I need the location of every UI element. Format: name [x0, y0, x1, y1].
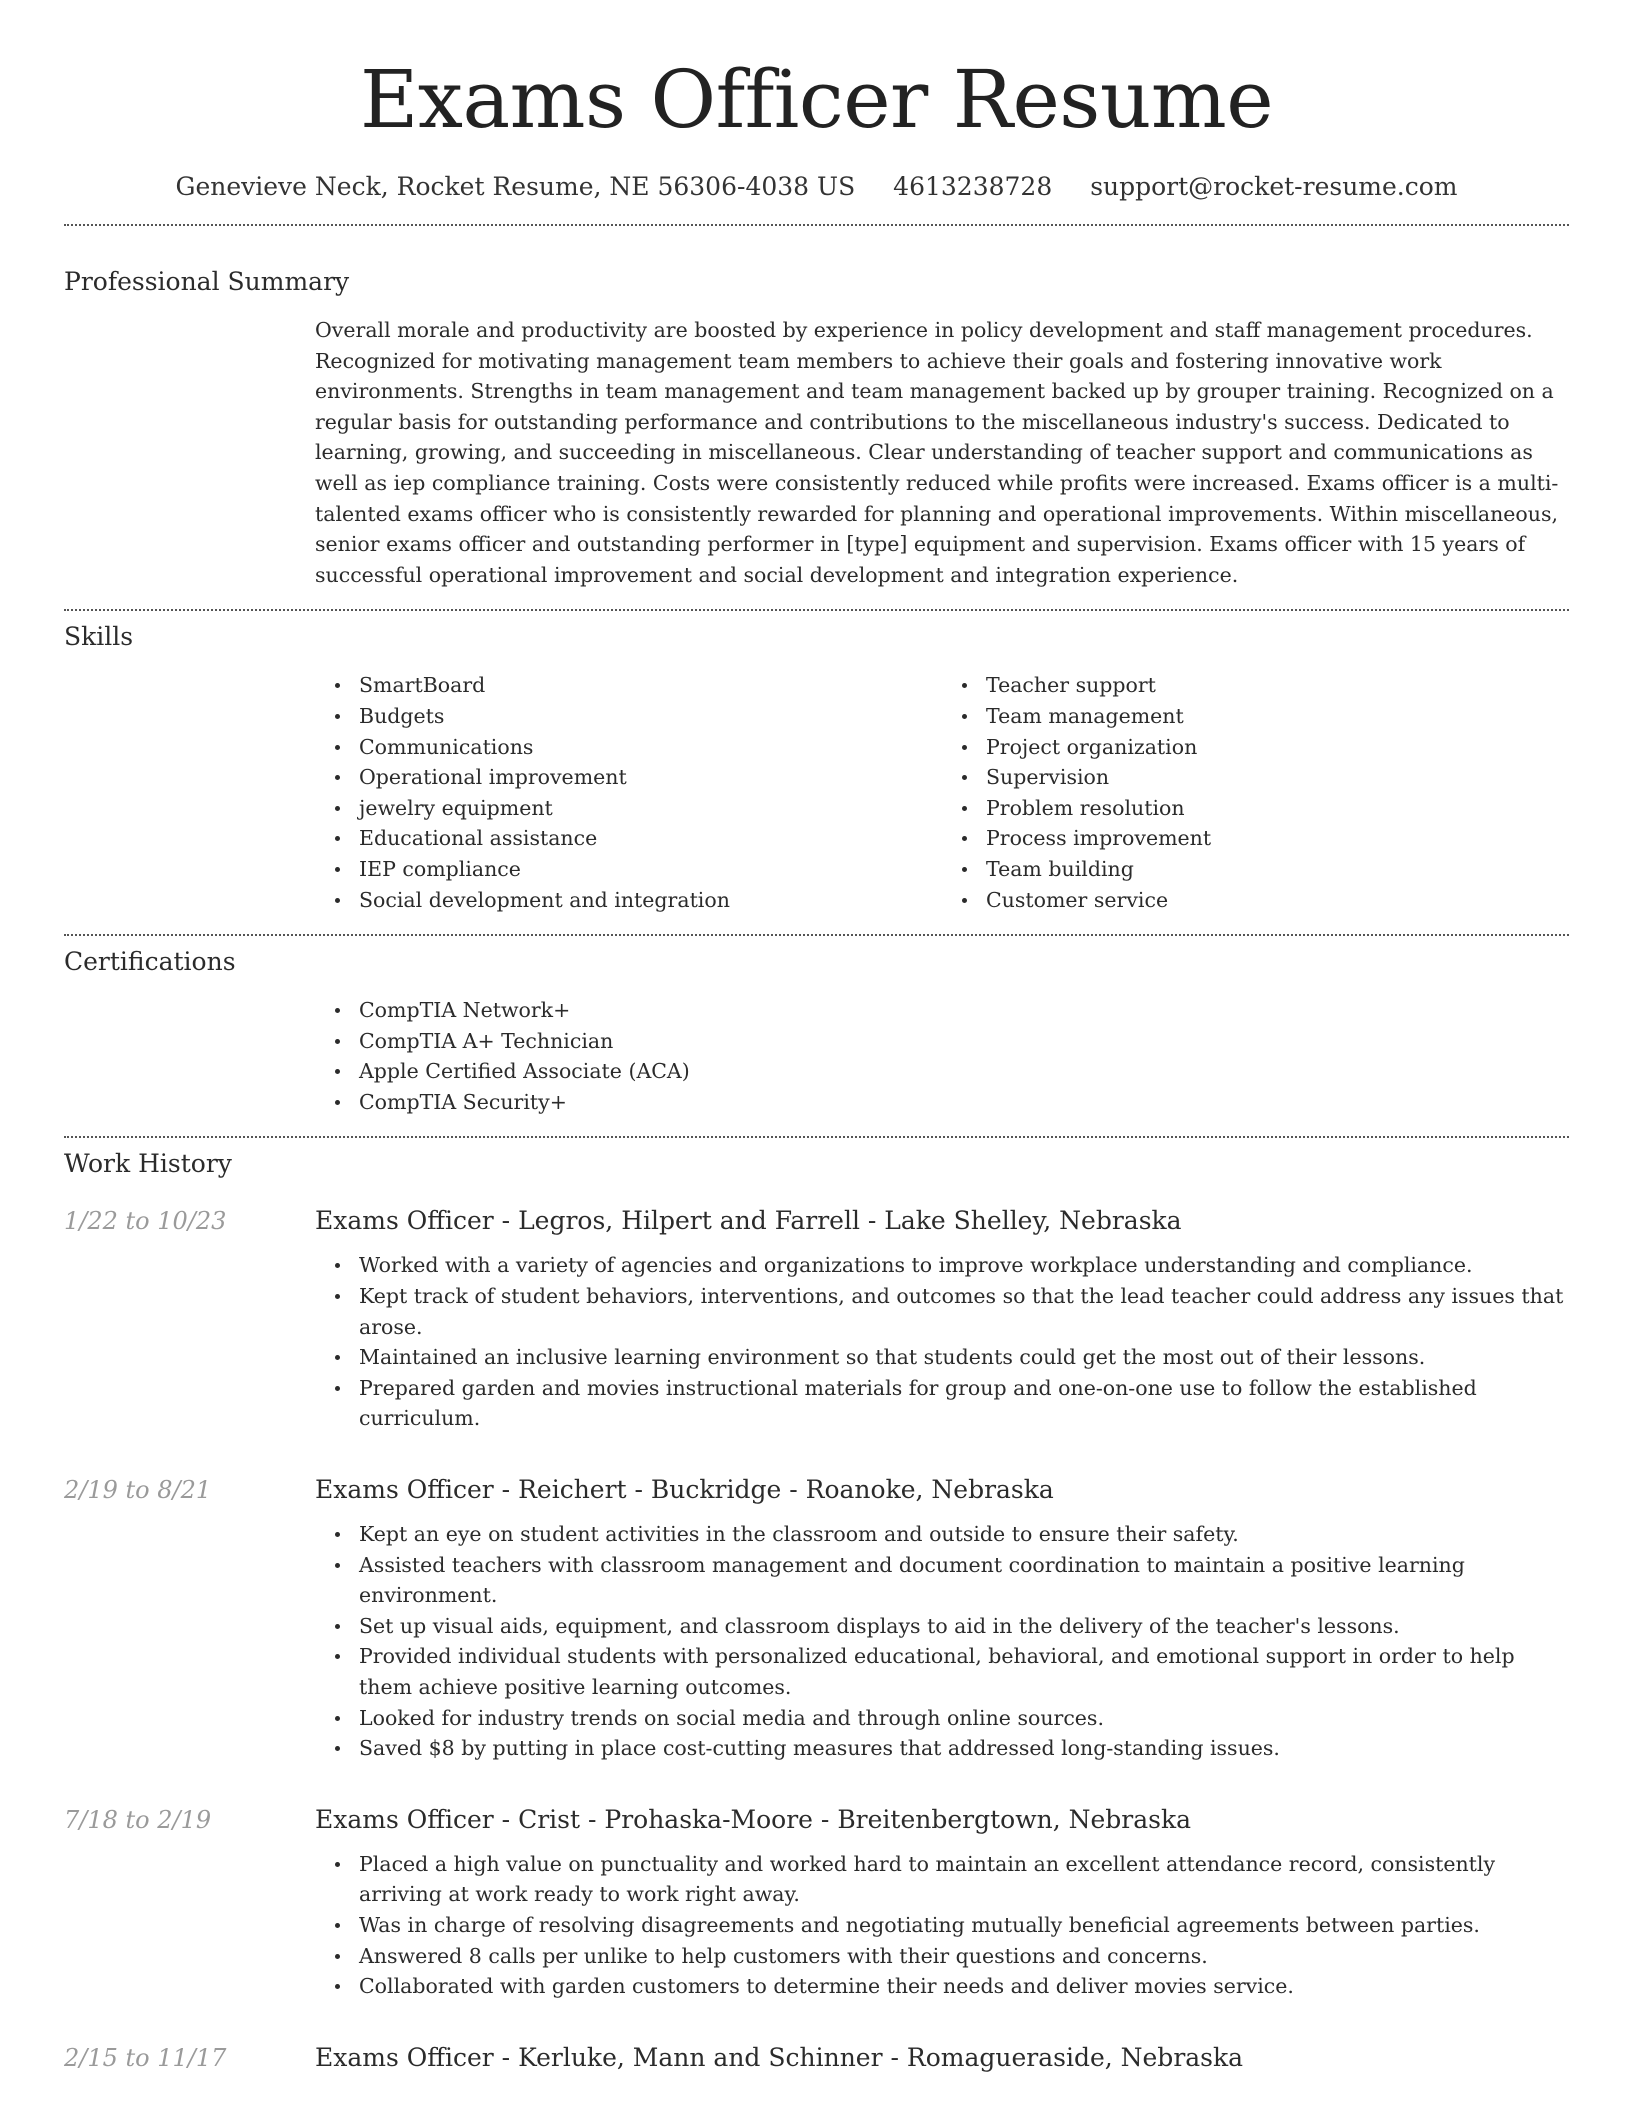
skill-item: Supervision — [986, 762, 1569, 793]
job-bullet: Maintained an inclusive learning environment so that students could get the most out of their lessons. — [359, 1342, 1569, 1373]
skills-section — [64, 611, 1569, 915]
job-bullet-list — [315, 1250, 1569, 1434]
skill-item: Budgets — [359, 701, 942, 732]
skills-heading: Skills — [64, 622, 134, 652]
job-bullet: Collaborated with garden customers to determine their needs and deliver movies service. — [359, 1971, 1569, 2002]
summary-section — [64, 226, 1569, 590]
job-bullet: Placed a high value on punctuality and worked hard to maintain an excellent attendance record, consistently arriving at work ready to work right away. — [359, 1849, 1569, 1910]
skill-item: Operational improvement — [359, 762, 942, 793]
job-bullet-list — [315, 1849, 1569, 2002]
job-header — [64, 1206, 1569, 1236]
skills-list-right — [942, 670, 1569, 915]
certifications-heading: Certifications — [64, 947, 236, 977]
skill-item: Team building — [986, 854, 1569, 885]
job-bullet-list — [315, 1519, 1569, 1764]
job-date: 2/19 to 8/21 — [64, 1476, 212, 1505]
job-bullet: Assisted teachers with classroom management and document coordination to maintain a positive learning environment. — [359, 1550, 1569, 1611]
skill-item: Problem resolution — [986, 793, 1569, 824]
job-date: 2/15 to 11/17 — [64, 2043, 227, 2072]
contact-line — [64, 170, 1569, 204]
summary-heading: Professional Summary — [64, 267, 350, 296]
job-title: Exams Officer - Legros, Hilpert and Farrell - Lake Shelley, Nebraska — [315, 1206, 1182, 1236]
certifications-content — [315, 995, 1569, 1117]
skill-item: Communications — [359, 732, 942, 763]
job-bullet: Set up visual aids, equipment, and classroom displays to aid in the delivery of the teacher's lessons. — [359, 1611, 1569, 1642]
job-bullet: Prepared garden and movies instructional materials for group and one-on-one use to follow the established curriculum. — [359, 1373, 1569, 1434]
work-heading: Work History — [64, 1149, 232, 1179]
job-bullets — [315, 1849, 1569, 2002]
contact-phone: 4613238728 — [893, 172, 1053, 201]
job-entry — [64, 1805, 1569, 2002]
skill-item: Team management — [986, 701, 1569, 732]
skills-list-left — [315, 670, 942, 915]
job-entry — [64, 1475, 1569, 1764]
skills-columns — [315, 670, 1569, 915]
job-header — [64, 1805, 1569, 1835]
job-bullets — [315, 1519, 1569, 1764]
skill-item: Customer service — [986, 885, 1569, 916]
job-bullet: Answered 8 calls per unlike to help customers with their questions and concerns. — [359, 1941, 1569, 1972]
contact-address: Genevieve Neck, Rocket Resume, NE 56306-4038 US — [175, 172, 856, 201]
skill-item: Process improvement — [986, 823, 1569, 854]
contact-email: support@rocket-resume.com — [1090, 172, 1458, 201]
skill-item: Social development and integration — [359, 885, 942, 916]
job-title: Exams Officer - Reichert - Buckridge - Roanoke, Nebraska — [315, 1475, 1054, 1505]
job-header — [64, 2043, 1569, 2073]
certifications-section — [64, 936, 1569, 1117]
job-bullet: Saved $8 by putting in place cost-cutting measures that addressed long-standing issues. — [359, 1733, 1569, 1764]
job-bullet: Looked for industry trends on social media and through online sources. — [359, 1703, 1569, 1734]
job-bullet: Kept track of student behaviors, interventions, and outcomes so that the lead teacher could address any issues that arose. — [359, 1281, 1569, 1342]
job-entry — [64, 1206, 1569, 1434]
job-title: Exams Officer - Crist - Prohaska-Moore - Breitenbergtown, Nebraska — [315, 1804, 1192, 1834]
skill-item: Teacher support — [986, 670, 1569, 701]
certification-item: Apple Certified Associate (ACA) — [359, 1056, 1569, 1087]
summary-content — [315, 315, 1569, 590]
summary-text: Overall morale and productivity are boosted by experience in policy development and staff management procedures. Recognized for motivating management team members to achieve their goals and fostering innovative work environments. Strengths in team management and team management backed up by grouper training. Recognized on a regular basis for outstanding performance and contributions to the miscellaneous industry's success. Dedicated to learning, growing, and succeeding in miscellaneous. Clear understanding of teacher support and communications as well as iep compliance training. Costs were consistently reduced while profits were increased. Exams officer is a multi-talented exams officer who is consistently rewarded for planning and operational improvements. Within miscellaneous, senior exams officer and outstanding performer in [type] equipment and supervision. Exams officer with 15 years of successful operational improvement and social development and integration experience. — [315, 318, 1559, 587]
job-bullet: Provided individual students with personalized educational, behavioral, and emotional support in order to help them achieve positive learning outcomes. — [359, 1641, 1569, 1702]
job-bullet: Was in charge of resolving disagreements and negotiating mutually beneficial agreements between parties. — [359, 1910, 1569, 1941]
skill-item: jewelry equipment — [359, 793, 942, 824]
resume-page — [64, 0, 1569, 2073]
job-bullet: Worked with a variety of agencies and organizations to improve workplace understanding and compliance. — [359, 1250, 1569, 1281]
job-title: Exams Officer - Kerluke, Mann and Schinner - Romagueraside, Nebraska — [315, 2042, 1244, 2072]
certification-item: CompTIA A+ Technician — [359, 1026, 1569, 1057]
work-section — [64, 1138, 1569, 2072]
job-entry — [64, 2043, 1569, 2073]
job-bullets — [315, 1250, 1569, 1434]
certifications-list — [315, 995, 1569, 1117]
skill-item: Educational assistance — [359, 823, 942, 854]
certification-item: CompTIA Network+ — [359, 995, 1569, 1026]
skill-item: Project organization — [986, 732, 1569, 763]
job-bullet: Kept an eye on student activities in the classroom and outside to ensure their safety. — [359, 1519, 1569, 1550]
skill-item: SmartBoard — [359, 670, 942, 701]
skill-item: IEP compliance — [359, 854, 942, 885]
job-header — [64, 1475, 1569, 1505]
job-date: 7/18 to 2/19 — [64, 1805, 212, 1834]
resume-title: Exams Officer Resume — [359, 53, 1274, 146]
certification-item: CompTIA Security+ — [359, 1087, 1569, 1118]
job-date: 1/22 to 10/23 — [64, 1207, 227, 1236]
